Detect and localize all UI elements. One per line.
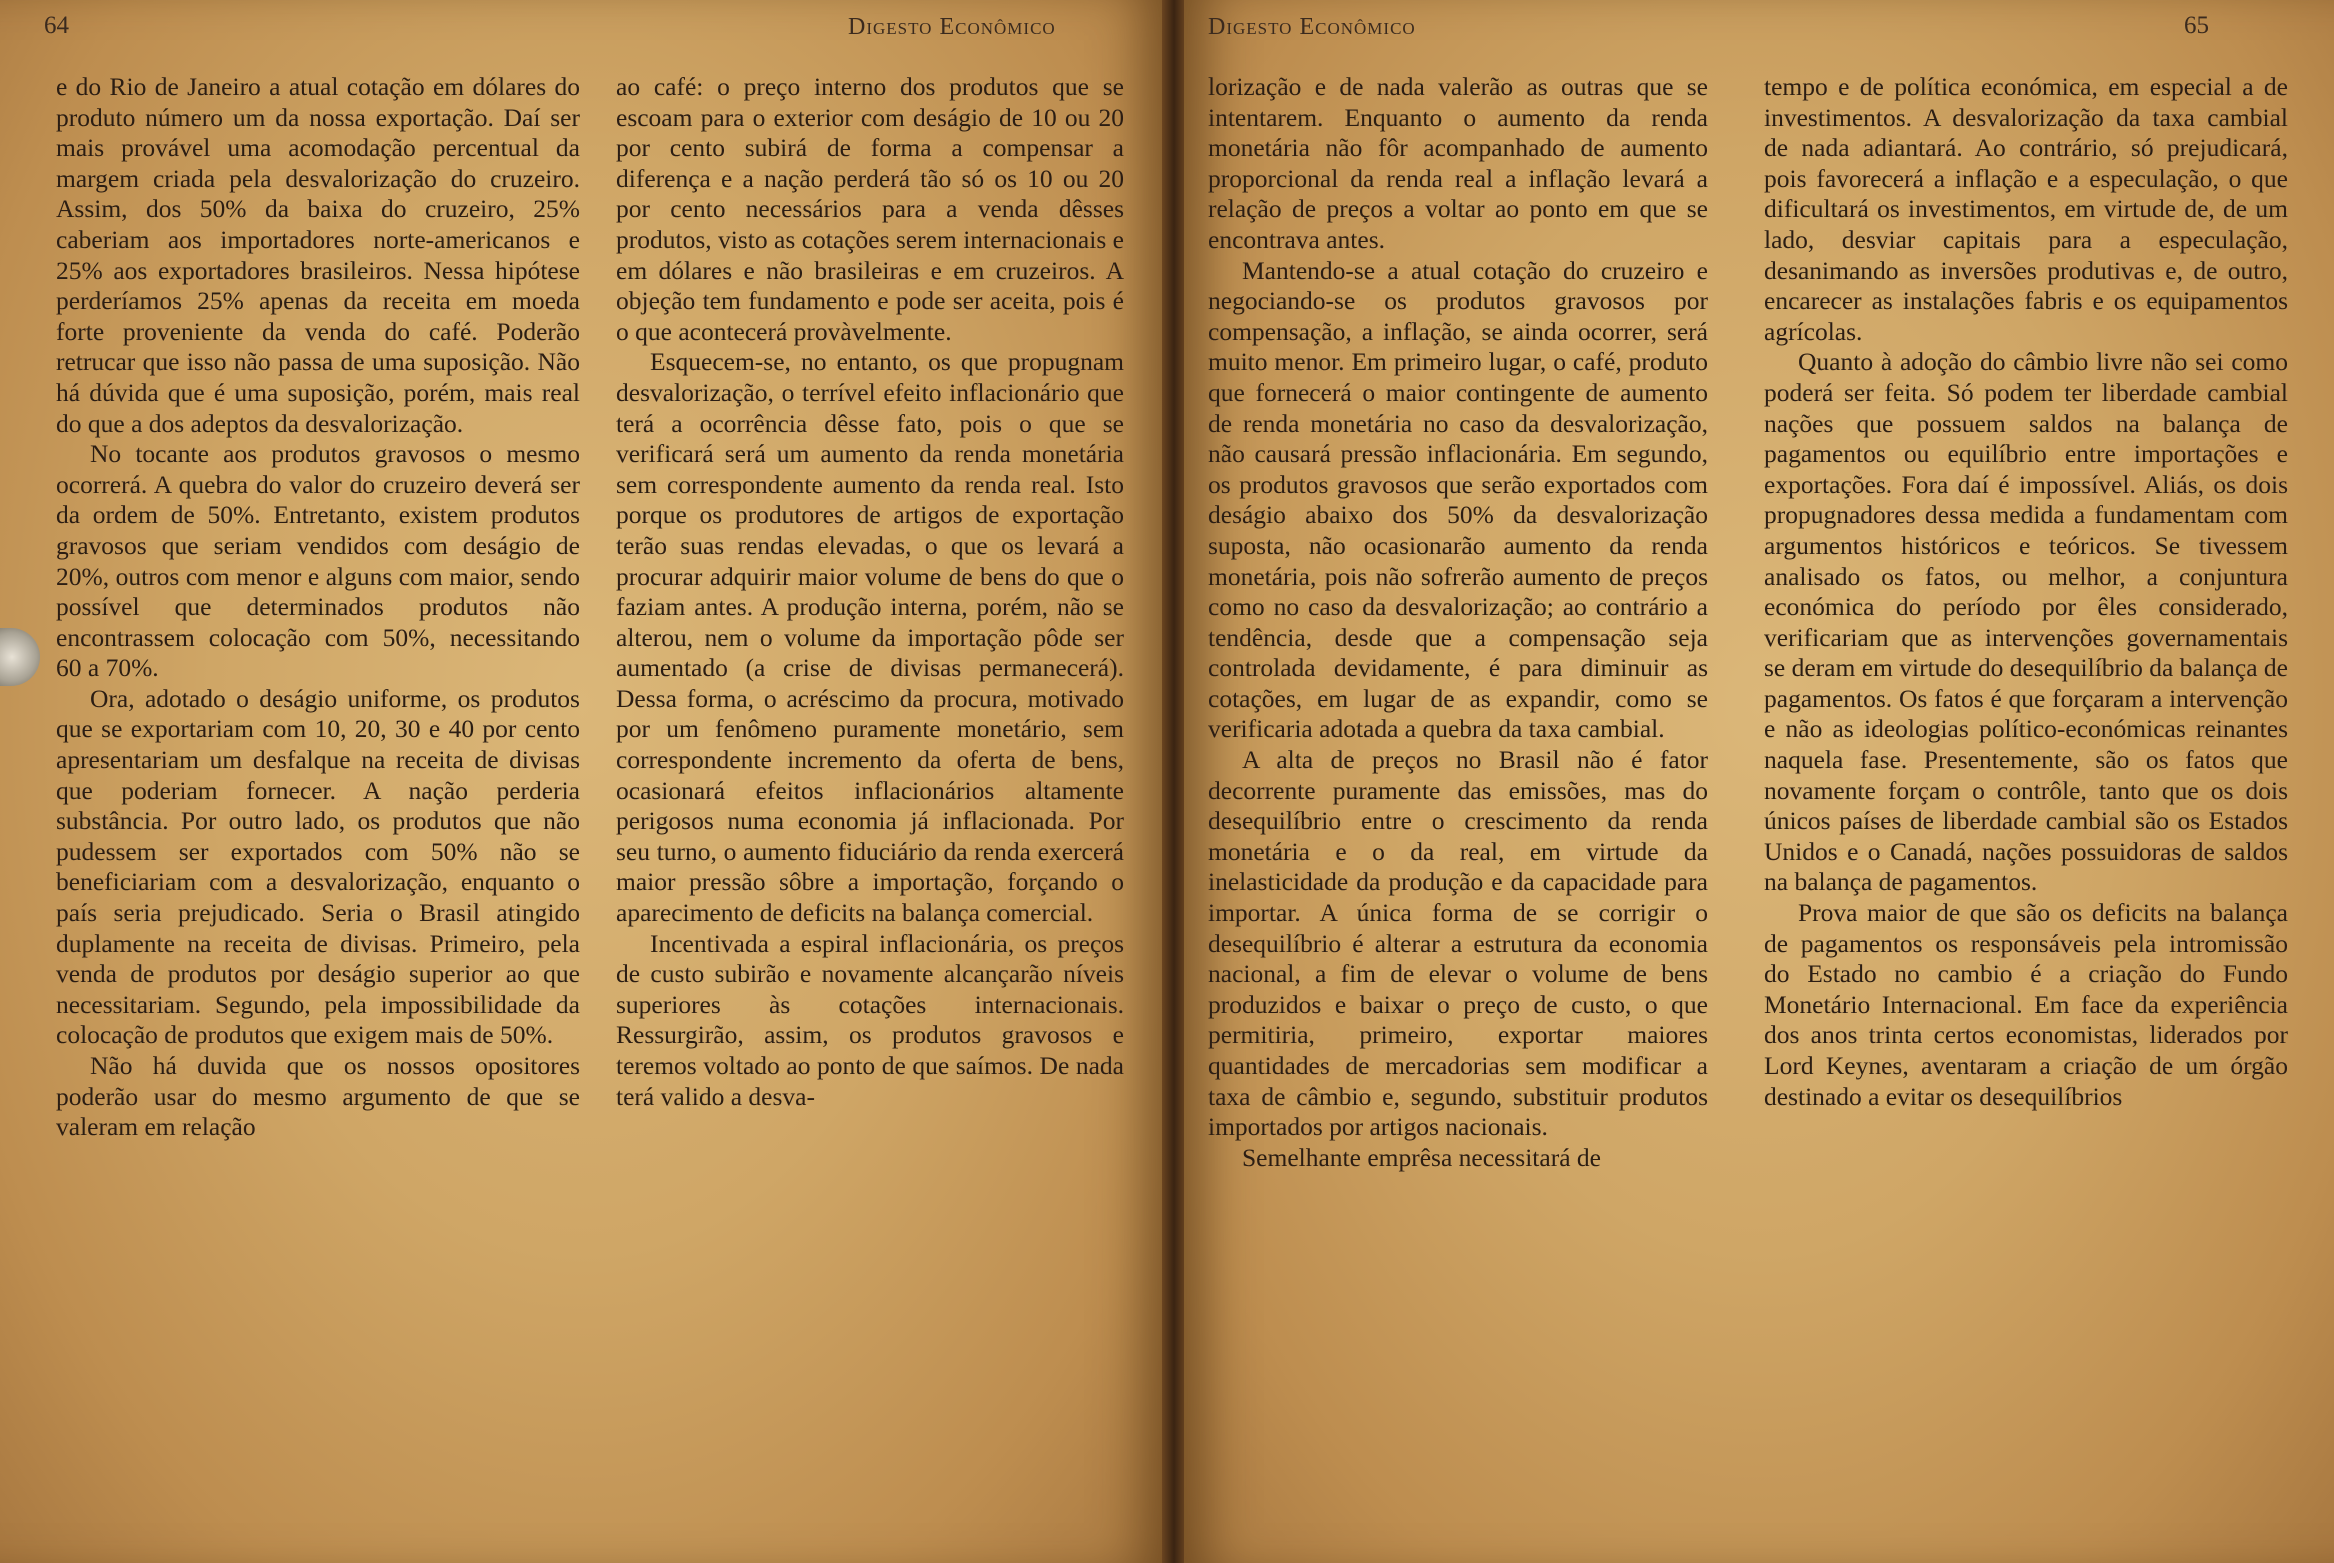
paragraph: Semelhante emprêsa necessitará de xyxy=(1242,1142,1601,1172)
column-2 xyxy=(616,72,1124,1112)
column-1 xyxy=(1208,72,1708,1173)
paragraph: Mantendo-se a atual cotação do cruzeiro e negociando-se os produtos gravosos por compensação, a inflação, se ainda ocorrer, será muito menor. Em primeiro lugar, o café, produto que fornecerá o maior contingente de aumento de renda monetária no caso da desvalorização, não causará pressão inflacionária. Em segundo, os produtos gravosos que serão exportados com deságio abaixo dos 50% da desvalorização suposta, não ocasionarão aumento da renda monetária, pois não sofrerão aumento de preços como no caso da desvalorização; ao contrário a tendência, desde que a compensação seja controlada devidamente, é para diminuir as cotações, em lugar de as expandir, como se verificaria adotada a quebra da taxa cambial. xyxy=(1208,255,1708,744)
right-page xyxy=(1184,0,2334,1563)
paragraph: Ora, adotado o deságio uniforme, os produtos que se exportariam com 10, 20, 30 e 40 por cento apresentariam um desfalque na receita de divisas que poderiam fornecer. A nação perderia substância. Por outro lado, os produtos que não pudessem ser exportados com 50% não se beneficiariam com a desvalorização, enquanto o país seria prejudicado. Seria o Brasil atingido duplamente na receita de divisas. Primeiro, pela venda de produtos por deságio superior ao que necessitariam. Segundo, pela impossibilidade da colocação de produtos que exigem mais de 50%. xyxy=(56,683,580,1050)
paragraph: Prova maior de que são os deficits na balança de pagamentos os responsáveis pela intromissão do Estado no cambio é a criação do Fundo Monetário Internacional. Em face da experiência dos anos trinta certos economistas, liderados por Lord Keynes, aventaram a criação de um órgão destinado a evitar os desequilíbrios xyxy=(1764,898,2288,1111)
paragraph: Não há duvida que os nossos opositores poderão usar do mesmo argumento de que se valeram em relação xyxy=(56,1051,580,1142)
paragraph: Esquecem-se, no entanto, os que propugnam desvalorização, o terrível efeito inflacionário que terá a ocorrência dêsse fato, pois o que se verificará será um aumento da renda monetária sem correspondente aumento da renda real. Isto porque os produtores de artigos de exportação terão suas rendas elevadas, o que os levará a procurar adquirir maior volume de bens do que o faziam antes. A produção interna, porém, não se alterou, nem o volume da importação pôde ser aumentado (a crise de divisas permanecerá). Dessa forma, o acréscimo da procura, motivado por um fenômeno puramente monetário, sem correspondente incremento da oferta de bens, ocasionará efeitos inflacionários altamente perigosos numa economia já inflacionada. Por seu turno, o aumento fiduciário da renda exercerá maior pressão sôbre a importação, forçando o aparecimento de deficits na balança comercial. xyxy=(616,347,1124,928)
left-page xyxy=(0,0,1164,1563)
paragraph: ao café: o preço interno dos produtos que se escoam para o exterior com deságio de 10 ou 20 por cento subirá de forma a compensar a diferença e a nação perderá tão só os 10 ou 20 por cento necessários para a venda dêsses produtos, visto as cotações serem internacionais e em dólares e não brasileiras e em cruzeiros. A objeção tem fundamento e pode ser aceita, pois é o que acontecerá provàvelmente. xyxy=(616,72,1124,346)
paragraph: Incentivada a espiral inflacionária, os preços de custo subirão e novamente alcançarão níveis superiores às cotações internacionais. Ressurgirão, assim, os produtos gravosos e teremos voltado ao ponto de que saímos. De nada terá valido a desva- xyxy=(616,928,1124,1111)
running-head: Digesto Econômico xyxy=(1208,14,1416,40)
binding-hole xyxy=(0,628,40,686)
book-gutter xyxy=(1162,0,1186,1563)
paragraph: lorização e de nada valerão as outras que se intentarem. Enquanto o aumento da renda monetária não fôr acompanhado de aumento proporcional da renda real a inflação levará a relação de preços a voltar ao ponto em que se encontrava antes. xyxy=(1208,72,1708,254)
paragraph: A alta de preços no Brasil não é fator decorrente puramente das emissões, mas do desequilíbrio entre o crescimento da renda monetária e o da real, em virtude da inelasticidade da produção e da capacidade para importar. A única forma de se corrigir o desequilíbrio é alterar a estrutura da economia nacional, a fim de elevar o volume de bens produzidos e baixar o preço de custo, o que permitiria, primeiro, exportar maiores quantidades de mercadorias sem modificar a taxa de câmbio e, segundo, substituir produtos importados por artigos nacionais. xyxy=(1208,745,1708,1142)
paragraph: e do Rio de Janeiro a atual cotação em dólares do produto número um da nossa exportação. Daí ser mais provável uma acomodação percentual da margem criada pela desvalorização do cruzeiro. Assim, dos 50% da baixa do cruzeiro, 25% caberiam aos importadores norte-americanos e 25% aos exportadores brasileiros. Nessa hipótese perderíamos 25% apenas da receita em moeda forte proveniente da venda do café. Poderão retrucar que isso não passa de uma suposição. Não há dúvida que é uma suposição, porém, mais real do que a dos adeptos da desvalorização. xyxy=(56,72,580,438)
paragraph: Quanto à adoção do câmbio livre não sei como poderá ser feita. Só podem ter liberdade cambial nações que possuem saldos na balança de pagamentos ou equilíbrio entre importações e exportações. Fora daí é impossível. Aliás, os dois propugnadores dessa medida a fundamentam com argumentos históricos e teóricos. Se tivessem analisado os fatos, ou melhor, a conjuntura económica do período por êles considerado, verificariam que as intervenções governamentais se deram em virtude do desequilíbrio da balança de pagamentos. Os fatos é que forçaram a intervenção e não as ideologias político-económicas reinantes naquela fase. Presentemente, são os fatos que novamente forçam o contrôle, tanto que os dois únicos países de liberdade cambial são os Estados Unidos e o Canadá, nações possuidoras de saldos na balança de pagamentos. xyxy=(1764,347,2288,897)
column-2 xyxy=(1764,72,2288,1112)
column-1 xyxy=(56,72,580,1143)
page-number: 64 xyxy=(44,12,69,39)
paragraph: No tocante aos produtos gravosos o mesmo ocorrerá. A quebra do valor do cruzeiro deverá ser da ordem de 50%. Entretanto, existem produtos gravosos que seriam vendidos com deságio de 20%, outros com menor e alguns com maior, sendo possível que determinados produtos não encontrassem colocação com 50%, necessitando 60 a 70%. xyxy=(56,439,580,683)
running-head: Digesto Econômico xyxy=(848,14,1056,40)
page-number: 65 xyxy=(2184,12,2209,39)
paragraph: tempo e de política económica, em especial a de investimentos. A desvalorização da taxa cambial de nada adiantará. Ao contrário, só prejudicará, pois favorecerá a inflação e a especulação, o que dificultará os investimentos, em virtude de, de um lado, desviar capitais para a especulação, desanimando as inversões produtivas e, de outro, encarecer as instalações fabris e os equipamentos agrícolas. xyxy=(1764,72,2288,346)
